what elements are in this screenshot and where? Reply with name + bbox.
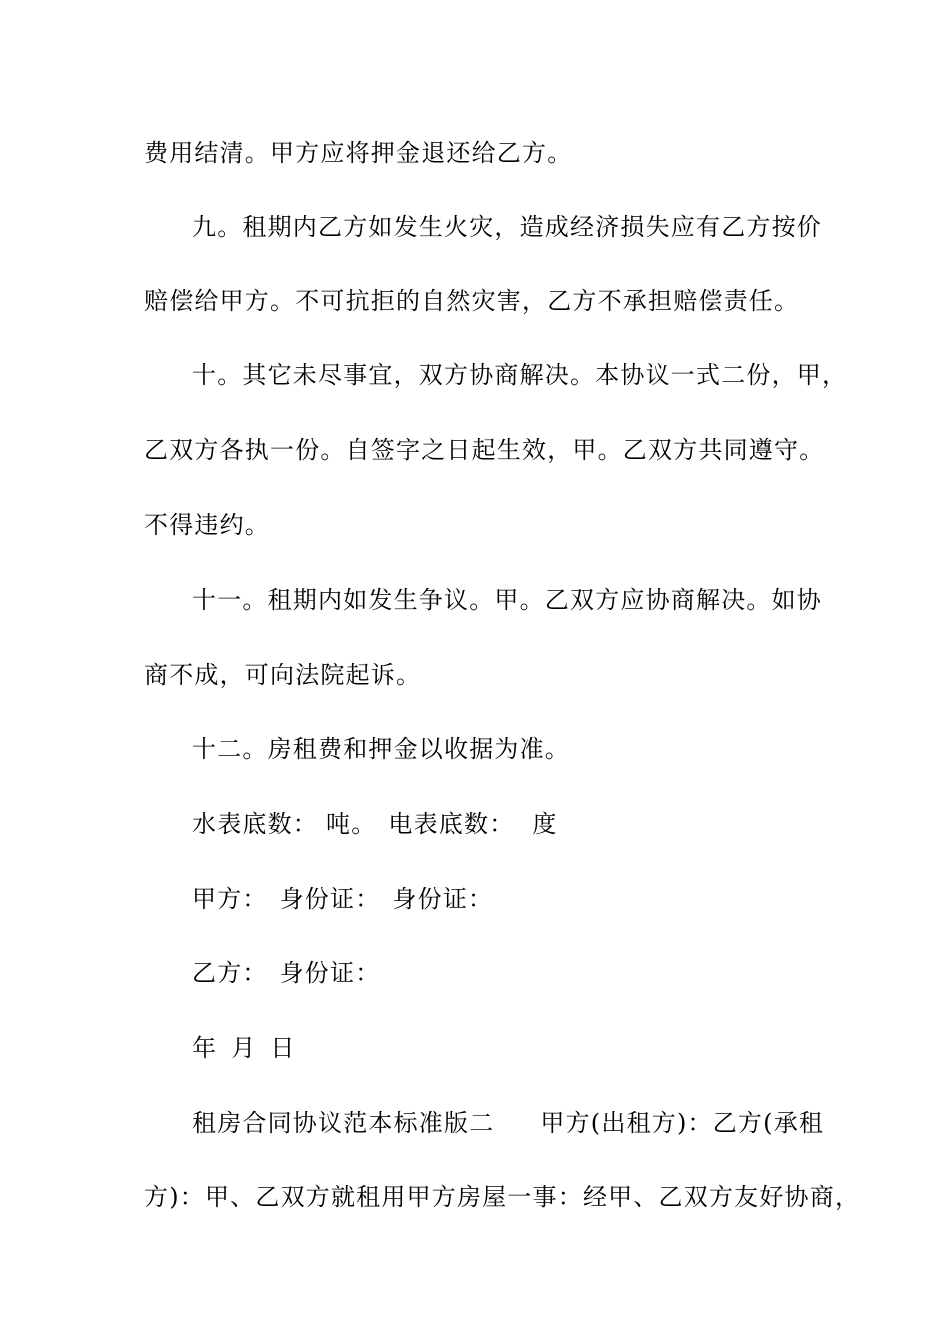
party-a-signature-line (192, 884, 493, 914)
paragraph-line: 费用结清。甲方应将押金退还给乙方。 (144, 139, 573, 167)
water-meter-unit: 吨。 (326, 810, 377, 838)
paragraph-line: 乙双方各执一份。自签字之日起生效，甲。乙双方共同遵守。 (144, 436, 825, 464)
meter-readings-line (192, 809, 558, 839)
contract-two-title: 租房合同协议范本标准版二 (192, 1109, 495, 1137)
date-year: 年 (192, 1034, 218, 1062)
party-a-id-label: 身份证： (392, 885, 494, 913)
party-b-label: 乙方： (192, 959, 268, 987)
clause-eleven-line: 十一。租期内如发生争议。甲。乙双方应协商解决。如协 (192, 586, 822, 614)
party-b-id-label: 身份证： (279, 959, 381, 987)
paragraph-line: 商不成，可向法院起诉。 (144, 661, 422, 689)
paragraph-line: 不得违约。 (144, 511, 270, 539)
paragraph-line: 方)：甲、乙双方就租用甲方房屋一事：经甲、乙双方友好协商， (144, 1183, 861, 1211)
party-a-id-label: 身份证： (279, 885, 381, 913)
contract-two-heading-line (192, 1108, 824, 1138)
date-day: 日 (270, 1034, 296, 1062)
clause-nine-line: 九。租期内乙方如发生火灾，造成经济损失应有乙方按价 (192, 213, 822, 241)
party-b-signature-line (192, 958, 380, 988)
clause-ten-line: 十。其它未尽事宜，双方协商解决。本协议一式二份，甲， (192, 361, 848, 389)
water-meter-label: 水表底数： (192, 810, 318, 838)
date-month: 月 (231, 1034, 257, 1062)
electric-meter-unit: 度 (532, 810, 558, 838)
party-a-label: 甲方： (192, 885, 268, 913)
clause-twelve-line: 十二。房租费和押金以收据为准。 (192, 735, 570, 763)
electric-meter-label: 电表底数： (388, 810, 515, 838)
date-line (192, 1033, 296, 1063)
contract-two-intro: 甲方(出租方)：乙方(承租 (540, 1109, 825, 1137)
paragraph-line: 赔偿给甲方。不可抗拒的自然灾害，乙方不承担赔偿责任。 (144, 287, 800, 315)
